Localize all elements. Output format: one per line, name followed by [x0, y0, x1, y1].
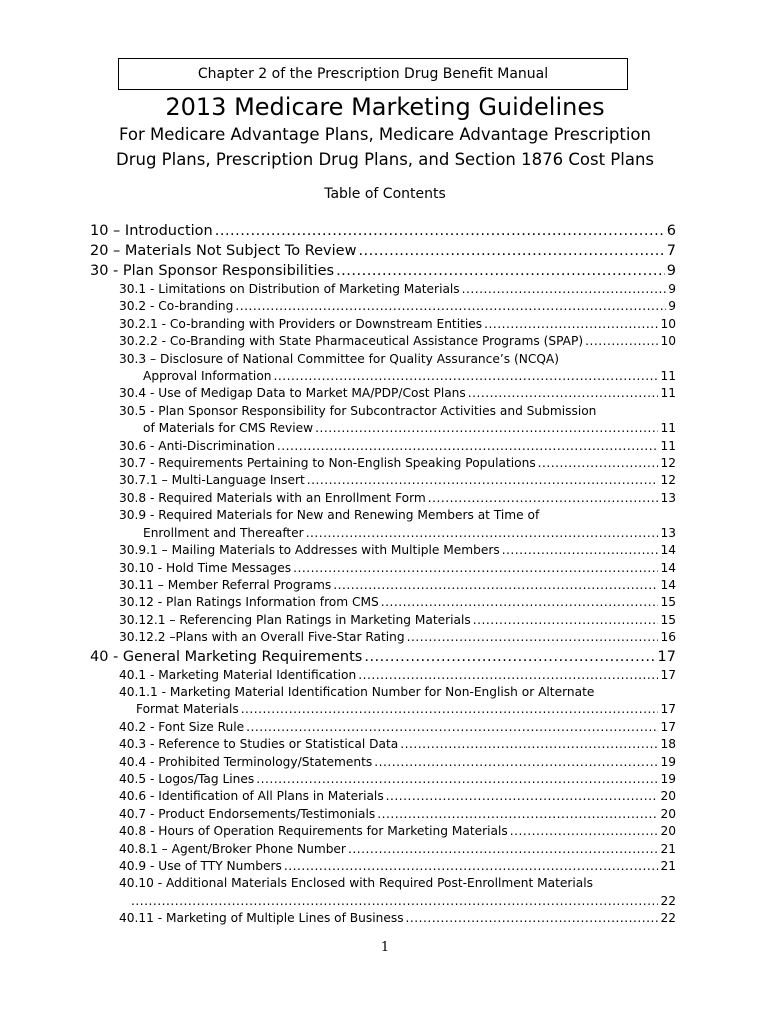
toc-subentry[interactable] — [90, 771, 676, 788]
toc-entry-page: 18 — [660, 737, 676, 752]
toc-entry-page: 13 — [660, 525, 676, 540]
toc-entry-page: 14 — [660, 543, 676, 558]
toc-entry-title: 30.2.1 - Co-branding with Providers or Downstream Entities — [119, 316, 483, 331]
toc-entry-page: 9 — [666, 263, 676, 279]
toc-subentry[interactable] — [90, 525, 676, 542]
toc-leader-dots — [215, 221, 665, 241]
toc-subentry[interactable] — [90, 368, 676, 385]
toc-leader-dots — [241, 701, 659, 718]
toc-subentry[interactable] — [90, 910, 676, 927]
toc-subentry[interactable] — [90, 438, 676, 455]
toc-leader-dots — [468, 385, 659, 402]
toc-entry-title: 30.9.1 – Mailing Materials to Addresses with Multiple Members — [119, 543, 500, 558]
toc-entry-page: 15 — [660, 612, 676, 627]
toc-entry-page: 19 — [660, 754, 676, 769]
toc-leader-dots — [235, 298, 666, 315]
toc-entry-title: 40.1 - Marketing Material Identification — [119, 667, 357, 682]
toc-subentry[interactable] — [90, 736, 676, 753]
toc-entry-page: 12 — [660, 473, 676, 488]
toc-entry-page: 22 — [660, 911, 676, 926]
toc-leader-dots — [428, 490, 659, 507]
toc-entry-title: 30.12 - Plan Ratings Information from CMS — [119, 595, 379, 610]
toc-leader-dots — [538, 455, 659, 472]
toc-entry-title: 40.11 - Marketing of Multiple Lines of Business — [119, 911, 404, 926]
toc-subentry[interactable] — [90, 823, 676, 840]
toc-leader-dots — [336, 261, 665, 281]
page-number: 1 — [380, 940, 390, 955]
toc-entry-title: 30.1 - Limitations on Distribution of Marketing Materials — [119, 282, 460, 296]
toc-subentry[interactable] — [90, 333, 676, 350]
toc-entry-page: 17 — [657, 648, 676, 665]
toc-leader-dots — [585, 333, 658, 350]
toc-subentry-first-line[interactable]: 40.10 - Additional Materials Enclosed with Required Post-Enrollment Materials — [119, 876, 594, 891]
toc-entry-title: 40.9 - Use of TTY Numbers — [119, 859, 282, 873]
toc-entry-title: 30.10 - Hold Time Messages — [119, 560, 292, 575]
document-title: 2013 Medicare Marketing Guidelines — [165, 93, 605, 121]
toc-entry-title: 30.6 - Anti-Discrimination — [119, 438, 275, 453]
toc-entry-page: 11 — [660, 438, 676, 453]
toc-leader-dots — [274, 368, 659, 385]
toc-entry-page: 13 — [660, 490, 676, 505]
toc-leader-dots — [374, 754, 658, 771]
toc-leader-dots — [131, 893, 658, 910]
toc-subentry[interactable] — [90, 316, 676, 333]
toc-entry-page: 11 — [660, 386, 676, 401]
toc-entry-page: 9 — [668, 282, 676, 296]
toc-subentry[interactable] — [90, 893, 676, 910]
toc-leader-dots — [462, 281, 667, 298]
toc-leader-dots — [307, 472, 659, 489]
toc-subentry[interactable] — [90, 841, 676, 858]
toc-entry-title: 40 - General Marketing Requirements — [90, 648, 363, 665]
toc-subentry-first-line[interactable]: 30.5 - Plan Sponsor Responsibility for Subcontractor Activities and Submission — [119, 403, 597, 418]
toc-entry-title: 30.2.2 - Co-Branding with State Pharmaceutical Assistance Programs (SPAP) — [119, 334, 584, 349]
toc-leader-dots — [333, 577, 658, 594]
toc-leader-dots — [284, 858, 659, 875]
toc-entry[interactable] — [90, 221, 676, 241]
toc-entry-page: 10 — [660, 334, 676, 349]
toc-entry-page: 21 — [660, 859, 676, 873]
toc-subentry[interactable] — [90, 806, 676, 823]
toc-entry-title: Format Materials — [136, 702, 239, 717]
toc-entry-page: 16 — [660, 630, 676, 645]
toc-leader-dots — [473, 612, 659, 629]
toc-subentry[interactable] — [90, 788, 676, 805]
toc-entry-title: 40.5 - Logos/Tag Lines — [119, 771, 255, 786]
toc-entry-page: 17 — [660, 719, 676, 734]
toc-entry-page: 6 — [666, 223, 676, 239]
toc-subentry[interactable] — [90, 490, 676, 507]
toc-leader-dots — [306, 525, 659, 542]
toc-entry-title: 30.4 - Use of Medigap Data to Market MA/PDP/Cost Plans — [119, 386, 466, 401]
toc-entry-page: 11 — [660, 369, 676, 384]
toc-leader-dots — [484, 316, 658, 333]
toc-entry-page: 15 — [660, 595, 676, 610]
toc-subentry[interactable] — [90, 629, 676, 646]
toc-entry-title: 40.7 - Product Endorsements/Testimonials — [119, 806, 376, 821]
toc-entry-title: 40.8 - Hours of Operation Requirements for Marketing Materials — [119, 824, 508, 839]
toc-heading: Table of Contents — [324, 186, 446, 202]
toc-entry-title: Enrollment and Thereafter — [143, 525, 304, 540]
toc-entry-page: 9 — [668, 299, 676, 314]
toc-entry-title: 30.2 - Co-branding — [119, 299, 234, 314]
toc-subentry[interactable] — [90, 701, 676, 718]
toc-subentry[interactable] — [90, 577, 676, 594]
toc-entry-title: 30.12.1 – Referencing Plan Ratings in Marketing Materials — [119, 612, 471, 627]
toc-entry-page: 11 — [660, 421, 676, 436]
toc-entry-page: 17 — [660, 702, 676, 717]
toc-subentry-first-line[interactable]: 30.3 – Disclosure of National Committee for Quality Assurance’s (NCQA) — [119, 351, 560, 366]
toc-entry-title: 30.11 – Member Referral Programs — [119, 577, 332, 592]
toc-subentry[interactable] — [90, 385, 676, 402]
toc-subentry[interactable] — [90, 858, 676, 875]
toc-leader-dots — [406, 910, 659, 927]
toc-leader-dots — [348, 841, 659, 858]
toc-entry-page: 14 — [660, 577, 676, 592]
toc-subentry[interactable] — [90, 560, 676, 577]
toc-subentry[interactable] — [90, 455, 676, 472]
toc-entry-title: of Materials for CMS Review — [143, 421, 314, 436]
subtitle-line: Drug Plans, Prescription Drug Plans, and Section 1876 Cost Plans — [116, 150, 654, 169]
toc-entry-page: 12 — [660, 456, 676, 471]
toc-entry-title: 30.7 - Requirements Pertaining to Non-English Speaking Populations — [119, 456, 536, 471]
toc-entry-page: 20 — [660, 806, 676, 821]
toc-subentry[interactable] — [90, 420, 676, 437]
toc-entry-title: 40.8.1 – Agent/Broker Phone Number — [119, 841, 346, 856]
toc-leader-dots — [502, 542, 659, 559]
toc-leader-dots — [400, 736, 658, 753]
toc-entry[interactable] — [90, 241, 676, 261]
toc-leader-dots — [293, 560, 658, 577]
toc-leader-dots — [381, 594, 659, 611]
toc-leader-dots — [364, 647, 655, 667]
chapter-header-box — [118, 58, 628, 90]
toc-leader-dots — [256, 771, 658, 788]
toc-leader-dots — [358, 667, 658, 684]
table-of-contents — [90, 221, 676, 928]
toc-subentry[interactable] — [90, 667, 676, 684]
toc-subentry[interactable] — [90, 542, 676, 559]
toc-entry[interactable] — [90, 647, 676, 667]
toc-subentry-first-line[interactable]: 30.9 - Required Materials for New and Renewing Members at Time of — [119, 508, 540, 523]
toc-subentry[interactable] — [90, 472, 676, 489]
toc-entry[interactable] — [90, 261, 676, 281]
toc-entry-page: 17 — [660, 667, 676, 682]
document-subtitle — [80, 122, 690, 172]
toc-leader-dots — [407, 629, 659, 646]
chapter-header-text: Chapter 2 of the Prescription Drug Benefit Manual — [197, 66, 549, 82]
toc-entry-title: 20 – Materials Not Subject To Review — [90, 243, 357, 259]
toc-entry-page: 21 — [660, 841, 676, 856]
toc-entry-title: 30.12.2 –Plans with an Overall Five-Star Rating — [119, 630, 405, 645]
toc-leader-dots — [377, 806, 658, 823]
toc-entry-page: 14 — [660, 560, 676, 575]
toc-entry-page: 10 — [660, 316, 676, 331]
toc-leader-dots — [246, 719, 658, 736]
toc-entry-title: 40.6 - Identification of All Plans in Materials — [119, 789, 384, 804]
subtitle-line: For Medicare Advantage Plans, Medicare Advantage Prescription — [119, 125, 651, 144]
toc-leader-dots — [277, 438, 659, 455]
toc-entry-title: 30.8 - Required Materials with an Enrollment Form — [119, 490, 426, 505]
toc-leader-dots — [315, 420, 658, 437]
toc-leader-dots — [510, 823, 659, 840]
toc-entry-page: 20 — [660, 789, 676, 804]
toc-entry-title: 30 - Plan Sponsor Responsibilities — [90, 263, 335, 279]
toc-subentry[interactable] — [90, 298, 676, 315]
toc-entry-page: 19 — [660, 771, 676, 786]
toc-subentry[interactable] — [90, 612, 676, 629]
toc-entry-title: 40.4 - Prohibited Terminology/Statements — [119, 754, 373, 769]
toc-entry-title: 30.7.1 – Multi-Language Insert — [119, 473, 305, 488]
toc-subentry[interactable] — [90, 594, 676, 611]
toc-entry-page: 7 — [666, 243, 676, 259]
toc-leader-dots — [358, 241, 664, 261]
toc-entry-title: Approval Information — [143, 369, 272, 384]
toc-subentry[interactable] — [90, 281, 676, 298]
toc-entry-page: 20 — [660, 824, 676, 839]
toc-entry-title: 40.2 - Font Size Rule — [119, 719, 245, 734]
toc-subentry[interactable] — [90, 754, 676, 771]
toc-entry-page: 22 — [660, 893, 676, 908]
toc-entry-title: 10 – Introduction — [90, 223, 213, 239]
toc-subentry-first-line[interactable]: 40.1.1 - Marketing Material Identification Number for Non-English or Alternate — [119, 684, 595, 699]
toc-subentry[interactable] — [90, 719, 676, 736]
toc-entry-title: 40.3 - Reference to Studies or Statistical Data — [119, 737, 399, 752]
toc-leader-dots — [386, 788, 659, 805]
